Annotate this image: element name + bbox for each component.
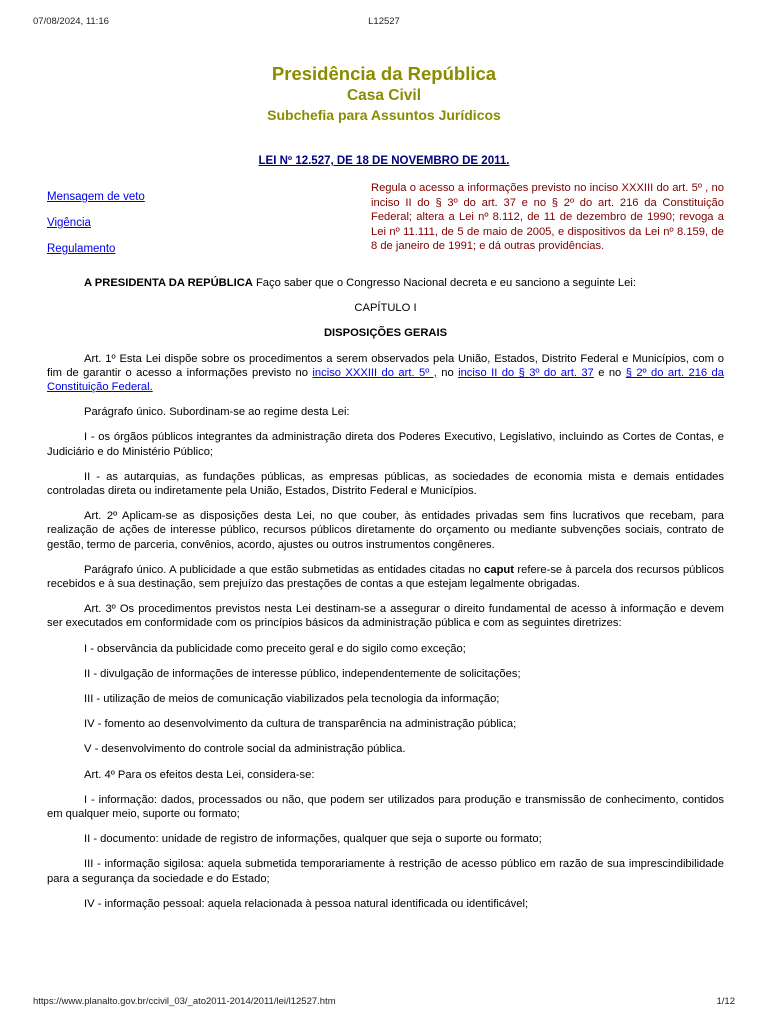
art-3-inciso-ii: II - divulgação de informações de interesse público, independentemente de solicitações; bbox=[84, 667, 521, 680]
art-4-inciso-ii: II - documento: unidade de registro de informações, qualquer que seja o suporte ou formato; bbox=[84, 833, 542, 846]
link-inciso-xxxiii-art-5[interactable]: inciso XXXIII do art. 5º , bbox=[312, 366, 437, 379]
ementa: Regula o acesso a informações previsto no inciso XXXIII do art. 5º , no inciso II do § 3º do art. 37 e no § 2º do art. 216 da Constituição Federal; altera a Lei nº 8.112, de 11 de dezembro de 1990; revoga a Lei nº 11.111, de 5 de maio de 2005, e dispositivos da Lei nº 8.159, de 8 de janeiro de 1991; e dá outras providências. bbox=[371, 182, 724, 252]
art-1-sep-1: no bbox=[436, 366, 459, 379]
chapter-number: CAPÍTULO I bbox=[354, 302, 417, 315]
preamble-text: Faço saber que o Congresso Nacional decreta e eu sanciono a seguinte Lei: bbox=[252, 277, 636, 289]
art-3-inciso-i: I - observância da publicidade como preceito geral e do sigilo como exceção; bbox=[84, 642, 466, 655]
art-1-text: Art. 1º Esta Lei dispõe sobre os procedimentos a serem observados pela União, Estados, Distrito Federal e Municípios, com o fim de garantir o acesso a informações previsto no bbox=[47, 352, 724, 379]
art-1 bbox=[47, 352, 724, 395]
link-vigencia[interactable]: Vigência bbox=[47, 217, 91, 229]
print-page-number: 1/12 bbox=[716, 996, 735, 1007]
print-doc-code: L12527 bbox=[368, 16, 400, 27]
chapter-title: DISPOSIÇÕES GERAIS bbox=[323, 327, 448, 340]
art-2-paragrafo-unico bbox=[47, 563, 724, 591]
preamble bbox=[47, 276, 724, 290]
masthead-subchefia: Subchefia para Assuntos Jurídicos bbox=[267, 107, 501, 123]
art-3: Art. 3º Os procedimentos previstos nesta Lei destinam-se a assegurar o direito fundamental de acesso à informação e devem ser executados em conformidade com os princípios básicos da administração pública e com as seguintes diretrizes: bbox=[47, 603, 724, 630]
art-2-par-text-2: refere-se à parcela dos recursos públicos recebidos e à sua destinação, sem prejuízo das prestações de contas a que estejam legalmente obrigadas. bbox=[47, 563, 724, 591]
link-mensagem-de-veto[interactable]: Mensagem de veto bbox=[47, 191, 145, 203]
art-2-par-text-1: Parágrafo único. A publicidade a que estão submetidas as entidades citadas no bbox=[84, 563, 485, 576]
side-links bbox=[47, 190, 145, 268]
art-4-inciso-i: I - informação: dados, processados ou não, que podem ser utilizados para produção e transmissão de conhecimento, contidos em qualquer meio, suporte ou formato; bbox=[47, 793, 724, 821]
law-body bbox=[47, 276, 724, 922]
art-1-paragrafo-unico: Parágrafo único. Subordinam-se ao regime desta Lei: bbox=[84, 406, 350, 419]
law-title-link[interactable]: LEI Nº 12.527, DE 18 DE NOVEMBRO DE 2011. bbox=[258, 155, 510, 167]
masthead-casa-civil: Casa Civil bbox=[346, 87, 422, 104]
law-title bbox=[0, 155, 768, 167]
art-4-inciso-iv: IV - informação pessoal: aquela relacionada à pessoa natural identificada ou identificável; bbox=[84, 897, 529, 910]
print-url: https://www.planalto.gov.br/ccivil_03/_ato2011-2014/2011/lei/l12527.htm bbox=[33, 996, 336, 1007]
print-header bbox=[33, 16, 735, 30]
print-footer bbox=[33, 996, 735, 1010]
masthead bbox=[0, 62, 768, 124]
link-art-216[interactable]: § 2º do art. 216 da Constituição Federal. bbox=[47, 366, 724, 394]
art-2: Art. 2º Aplicam-se as disposições desta Lei, no que couber, às entidades privadas sem fins lucrativos que recebam, para realização de ações de interesse público, recursos públicos diretamente do orçamento ou mediante subvenções sociais, contrato de gestão, termo de parceria, convênios, acordo, ajustes ou outros instrumentos congêneres. bbox=[47, 510, 724, 551]
art-1-inciso-i: I - os órgãos públicos integrantes da administração direta dos Poderes Executivo, Legislativo, incluindo as Cortes de Contas, e Judiciário e do Ministério Público; bbox=[47, 431, 724, 458]
art-4: Art. 4º Para os efeitos desta Lei, considera-se: bbox=[84, 768, 315, 781]
masthead-presidencia: Presidência da República bbox=[271, 63, 497, 84]
art-3-inciso-iv: IV - fomento ao desenvolvimento da cultura de transparência na administração pública; bbox=[84, 718, 517, 731]
art-3-inciso-v: V - desenvolvimento do controle social da administração pública. bbox=[84, 743, 406, 756]
art-2-par-caput: caput bbox=[484, 563, 514, 576]
art-4-inciso-iii: III - informação sigilosa: aquela submetida temporariamente à restrição de acesso público em razão de sua imprescindibilidade para a segurança da sociedade e do Estado; bbox=[47, 858, 724, 885]
art-3-inciso-iii: III - utilização de meios de comunicação viabilizados pela tecnologia da informação; bbox=[84, 693, 500, 706]
link-inciso-ii-art-37[interactable]: inciso II do § 3º do art. 37 bbox=[458, 366, 594, 379]
art-1-sep-2: e no bbox=[593, 366, 626, 379]
link-regulamento[interactable]: Regulamento bbox=[47, 243, 116, 255]
preamble-bold: A PRESIDENTA DA REPÚBLICA bbox=[84, 277, 253, 289]
print-datetime: 07/08/2024, 11:16 bbox=[33, 16, 109, 27]
art-1-inciso-ii: II - as autarquias, as fundações públicas, as empresas públicas, as sociedades de economia mista e demais entidades controladas direta ou indiretamente pela União, Estados, Distrito Federal e Municípios. bbox=[47, 470, 724, 498]
